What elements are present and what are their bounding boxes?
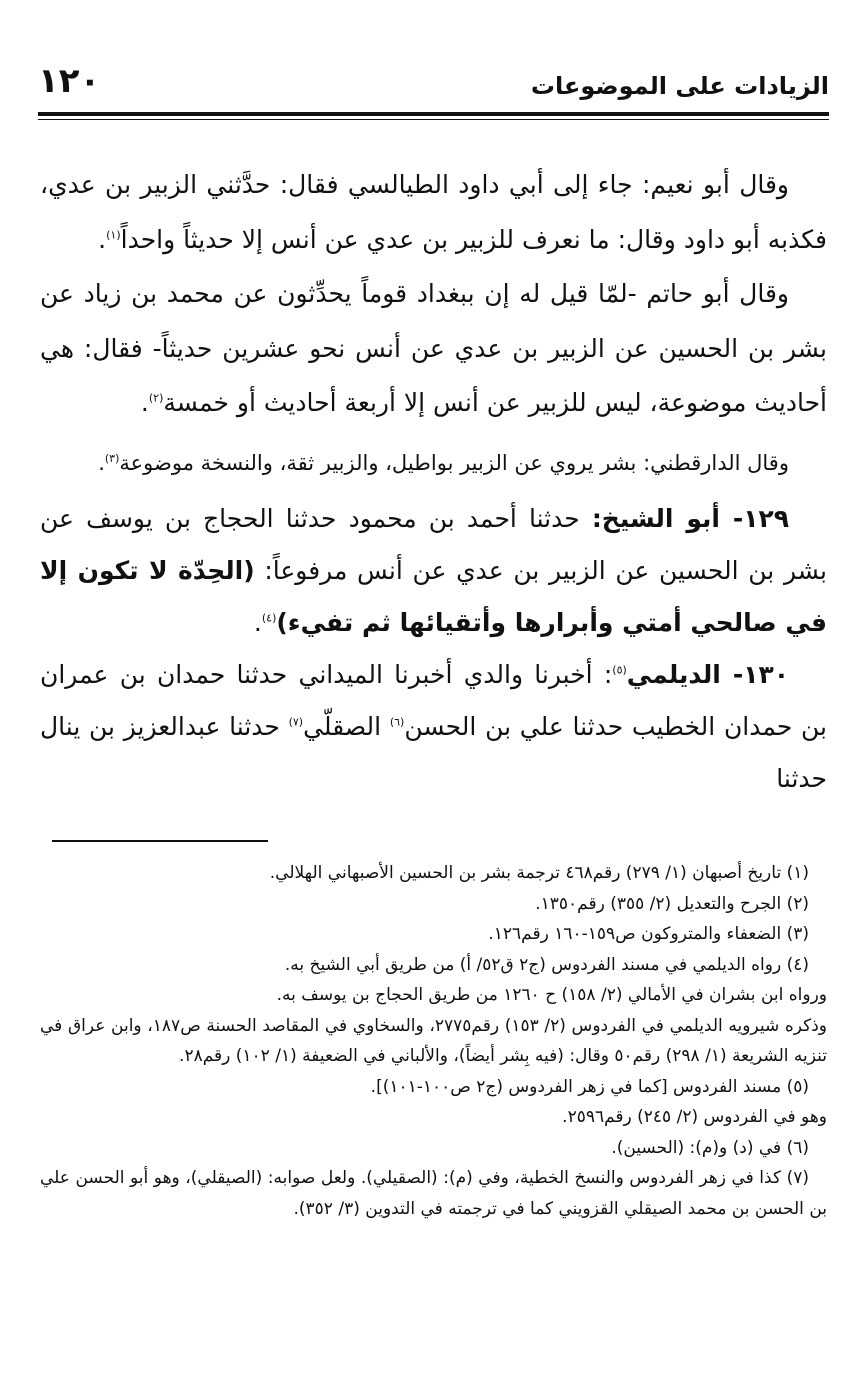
hadith-130-label: ١٣٠- الديلمي — [626, 659, 789, 689]
paragraph-daraqutni: وقال الدارقطني: بشر يروي عن الزبير بواطيل، والزبير ثقة، والنسخة موضوعة$^{(٣)}$. — [98, 450, 789, 475]
page-header — [38, 52, 829, 112]
footnote-ref-4: (٤) — [261, 611, 277, 625]
footnote-4-cont-1: ورواه ابن بشران في الأمالي (٢/ ١٥٨) ح ١٢٦٠ من طريق الحجاج بن يوسف به. — [276, 985, 827, 1005]
hadith-129-matn: (الحِدّة لا تكون إلا في صالحي أمتي وأبرارها وأتقيائها ثم تفيء) — [40, 555, 827, 637]
paragraph-abu-nuaym: وقال أبو نعيم: جاء إلى أبي داود الطيالسي فقال: حدَّثني الزبير بن عدي، فكذبه أبو داود وقال: ما نعرف للزبير بن عدي عن أنس إلا حديثاً واحداً$^{(١)}$. — [40, 170, 827, 254]
footnote-separator — [52, 840, 268, 842]
footnote-ref-7: (٧) — [288, 715, 304, 729]
header-rule-thin — [38, 119, 829, 120]
footnote-5: (٥) مسند الفردوس [كما في زهر الفردوس (ج٢ ص١٠٠-١٠١)]. — [370, 1076, 809, 1097]
footnote-7: (٧) كذا في زهر الفردوس والنسخ الخطية، وفي (م): (الصقيلي). ولعل صوابه: (الصيقلي)، وهو أبو الحسن علي بن الحسن بن محمد الصيقلي القزويني كما في ترجمته في التدوين (٣/ ٣٥٢). — [40, 1168, 827, 1219]
footnote-ref-6: (٦) — [389, 715, 405, 729]
footnote-3: (٣) الضعفاء والمتروكون ص١٥٩-١٦٠ رقم١٢٦. — [488, 924, 809, 944]
footnote-ref-2: (٢) — [148, 391, 164, 405]
footnote-ref-3: (٣) — [104, 451, 120, 465]
main-text — [40, 158, 827, 805]
footnote-5-cont: وهو في الفردوس (٢/ ٢٤٥) رقم٢٥٩٦. — [562, 1107, 827, 1127]
hadith-130: ١٣٠- الديلمي$^{(٥)}$: أخبرنا والدي أخبرنا الميداني حدثنا حمدان بن عمران بن حمدان الخطيب حدثنا علي بن الحسن$^{(٦)}$ الصقلّي$^{(٧)}$ حدثنا عبدالعزيز بن ينال حدثنا — [40, 659, 827, 793]
footnote-ref-5: (٥) — [612, 663, 627, 677]
footnote-ref-1: (١) — [106, 228, 121, 242]
footnote-4-cont-2: وذكره شيرويه الديلمي في الفردوس (٢/ ١٥٣) رقم٢٧٧٥، والسخاوي في المقاصد الحسنة ص١٨٧، وابن عراق في تنزيه الشريعة (١/ ٢٩٨) رقم٥٠ وقال: (فيه بِشر أيضاً)، والألباني في الضعيفة (١/ ١٠٢) رقم٢٨. — [40, 1015, 828, 1066]
footnote-4: (٤) رواه الديلمي في مسند الفردوس (ج٢ ق٥٢/ أ) من طريق أبي الشيخ به. — [284, 954, 809, 975]
header-rule-thick — [38, 112, 829, 116]
paragraph-abu-hatim: وقال أبو حاتم -لمّا قيل له إن ببغداد قوماً يحدِّثون عن محمد بن زياد عن بشر بن الحسين عن الزبير بن عدي عن أنس نحو عشرين حديثاً- فقال: هي أحاديث موضوعة، ليس للزبير عن أنس إلا أربعة أحاديث أو خمسة$^{(٢)}$. — [40, 279, 827, 417]
page-number: ١٢٠ — [38, 61, 101, 101]
hadith-129-label: ١٢٩- أبو الشيخ: — [591, 503, 789, 533]
footnote-2: (٢) الجرح والتعديل (٢/ ٣٥٥) رقم١٣٥٠. — [535, 893, 809, 914]
running-title: الزيادات على الموضوعات — [530, 72, 829, 100]
hadith-129: ١٢٩- أبو الشيخ: حدثنا أحمد بن محمود حدثنا الحجاج بن يوسف عن بشر بن الحسين عن الزبير بن عدي عن أنس مرفوعاً: (الحِدّة لا تكون إلا في صالحي أمتي وأبرارها وأتقيائها ثم تفيء)$^{(٤)}$. — [40, 503, 827, 637]
footnote-1: (١) تاريخ أصبهان (١/ ٢٧٩) رقم٤٦٨ ترجمة بشر بن الحسين الأصبهاني الهلالي. — [269, 863, 809, 883]
footnote-6: (٦) في (د) و(م): (الحسين). — [611, 1137, 809, 1158]
footnotes — [40, 858, 827, 1224]
